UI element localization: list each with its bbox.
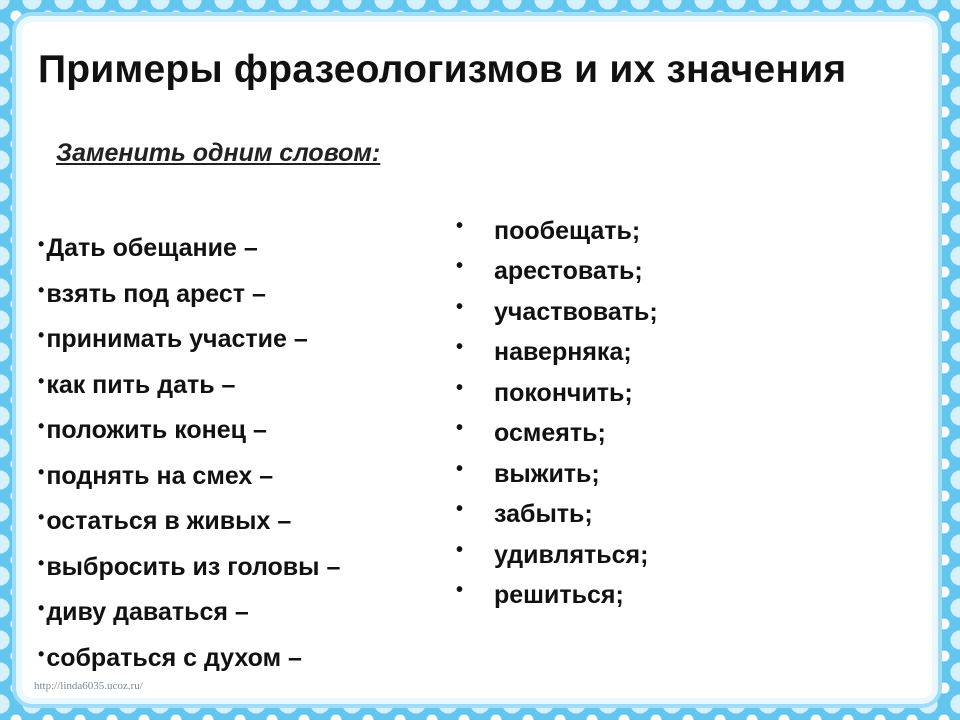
bullet-icon: • (38, 416, 45, 437)
bullet-icon: • (38, 598, 45, 619)
slide-subtitle: Заменить одним словом: (56, 139, 381, 167)
slide-title: Примеры фразеологизмов и их значения (38, 48, 847, 91)
bullet-icon: • (456, 579, 464, 602)
phrase-item (38, 226, 340, 272)
source-watermark: http://linda6035.ucoz.ru/ (34, 680, 143, 692)
meaning-text: наверняка; (494, 338, 632, 367)
meaning-text: покончить; (494, 378, 633, 407)
bullet-icon: • (38, 461, 45, 482)
phrase-item (38, 454, 340, 500)
bullet-icon: • (38, 507, 45, 528)
phrase-text: принимать участие – (46, 325, 308, 354)
meaning-text: выжить; (494, 459, 600, 488)
bullet-icon: • (38, 325, 45, 346)
phrase-text: положить конец – (46, 416, 267, 445)
phrase-item (38, 636, 340, 682)
bullet-icon: • (38, 370, 45, 391)
meaning-item (456, 576, 658, 617)
phrase-item (38, 363, 340, 409)
bullet-icon: • (38, 279, 45, 300)
phrase-list (38, 226, 340, 681)
meaning-text: удивляться; (494, 540, 649, 569)
bullet-icon: • (456, 214, 464, 237)
meaning-text: арестовать; (494, 257, 643, 286)
bullet-icon: • (456, 417, 464, 440)
meaning-item (456, 454, 658, 495)
meaning-item (456, 535, 658, 576)
meaning-text: пообещать; (494, 216, 641, 245)
meaning-item (456, 495, 658, 536)
bullet-icon: • (456, 457, 464, 480)
bullet-icon: • (456, 376, 464, 399)
bullet-icon: • (456, 336, 464, 359)
bullet-icon: • (38, 234, 45, 255)
phrase-text: Дать обещание – (46, 234, 258, 263)
meaning-list (456, 211, 658, 616)
bullet-icon: • (456, 255, 464, 278)
bullet-icon: • (456, 498, 464, 521)
phrase-text: остаться в живых – (46, 507, 292, 536)
phrase-item (38, 317, 340, 363)
meaning-text: решиться; (494, 581, 624, 610)
phrase-text: собраться с духом – (46, 643, 302, 672)
phrase-item (38, 408, 340, 454)
phrase-item (38, 499, 340, 545)
meaning-item (456, 211, 658, 252)
meaning-item (456, 414, 658, 455)
meaning-text: забыть; (494, 500, 593, 529)
bullet-icon: • (38, 552, 45, 573)
phrase-text: как пить дать – (46, 370, 236, 399)
meaning-text: осмеять; (494, 419, 606, 448)
phrase-text: диву даваться – (46, 598, 249, 627)
meaning-text: участвовать; (494, 297, 658, 326)
meaning-item (456, 373, 658, 414)
phrase-text: поднять на смех – (46, 461, 274, 490)
phrase-item (38, 590, 340, 636)
phrase-item (38, 272, 340, 318)
meaning-item (456, 252, 658, 293)
phrase-text: взять под арест – (46, 279, 266, 308)
bullet-icon: • (456, 295, 464, 318)
phrase-text: выбросить из головы – (46, 552, 341, 581)
bullet-icon: • (456, 538, 464, 561)
phrase-item (38, 545, 340, 591)
slide-content (26, 26, 930, 694)
meaning-item (456, 333, 658, 374)
bullet-icon: • (38, 643, 45, 664)
meaning-item (456, 292, 658, 333)
